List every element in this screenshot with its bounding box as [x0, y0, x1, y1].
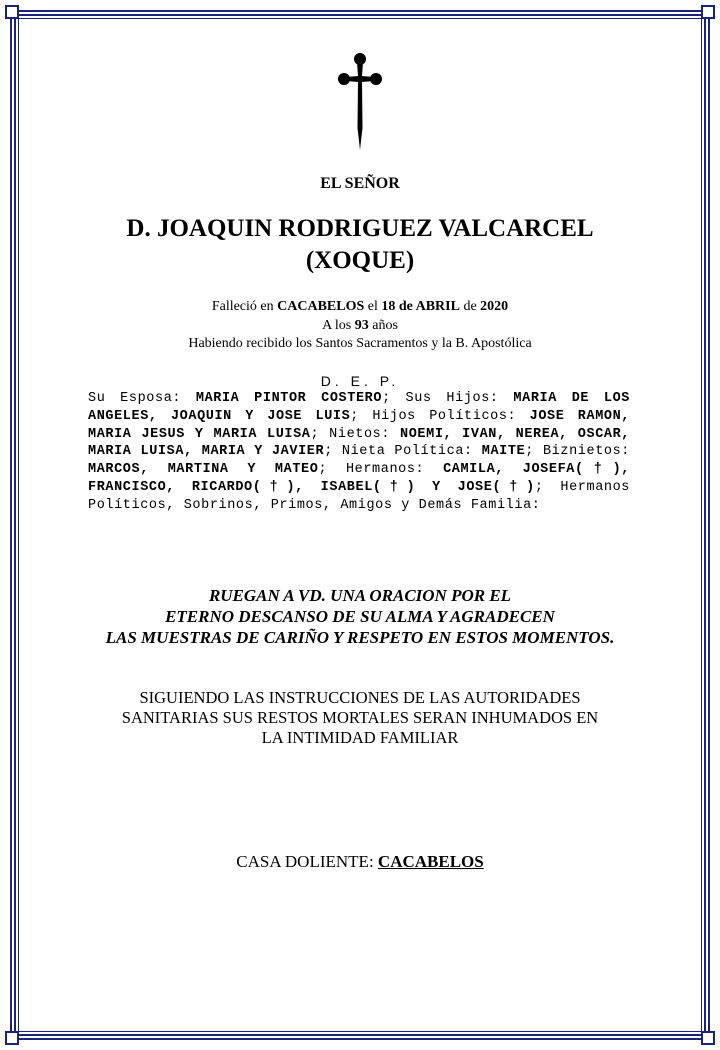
death-place: CACABELOS	[277, 299, 365, 314]
burial-notice: SIGUIENDO LAS INSTRUCCIONES DE LAS AUTORIDADES SANITARIAS SUS RESTOS MORTALES SERAN INHUMADOS EN LA INTIMIDAD FAMILIAR	[121, 688, 599, 747]
sacraments-text: Habiendo recibido los Santos Sacramentos y la B. Apostólica	[188, 336, 532, 351]
death-date: 18 de ABRIL	[381, 299, 460, 314]
nickname: (XOQUE)	[305, 247, 415, 274]
casa-doliente: CASA DOLIENTE: CACABELOS	[236, 852, 484, 871]
age-value: 93	[354, 318, 369, 333]
family-list: Su Esposa: MARIA PINTOR COSTERO; Sus Hijos: MARIA DE LOS ANGELES, JOAQUIN Y JOSE LUIS; Hijos Políticos: JOSE RAMON, MARIA JESUS Y MARIA LUISA; Nietos: NOEMI, IVAN, NEREA, OSCAR, MARIA LUISA, MARIA Y JAVIER; Nieta Política: MAITE; Biznietos: MARCOS, MARTINA Y MATEO; Hermanos: CAMILA, JOSEFA(†), FRANCISCO, RICARDO(†), ISABEL(†) Y JOSE(†); Hermanos Políticos, Sobrinos, Primos, Amigos y Demás Familia:	[88, 391, 631, 513]
casa-place: CACABELOS	[377, 852, 484, 871]
death-info: Falleció en CACABELOS el 18 de ABRIL de 2020	[211, 299, 509, 314]
page-border-inner	[18, 18, 702, 1032]
age-info: A los 93 años	[322, 318, 398, 333]
prayer-text: RUEGAN A VD. UNA ORACION POR EL ETERNO DESCANSO DE SU ALMA Y AGRADECEN LAS MUESTRAS DE CARIÑO Y RESPETO EN ESTOS MOMENTOS.	[105, 586, 615, 647]
corner-ornament	[701, 5, 715, 19]
corner-ornament	[5, 1031, 19, 1045]
corner-ornament	[5, 5, 19, 19]
cross-icon	[330, 50, 390, 155]
corner-ornament	[701, 1031, 715, 1045]
page-title: EL SEÑOR	[320, 175, 400, 192]
name-line: D. JOAQUIN RODRIGUEZ VALCARCEL	[126, 215, 594, 242]
deceased-name	[60, 213, 660, 277]
dep-text: D. E. P.	[320, 373, 400, 389]
death-year: 2020	[480, 299, 509, 314]
